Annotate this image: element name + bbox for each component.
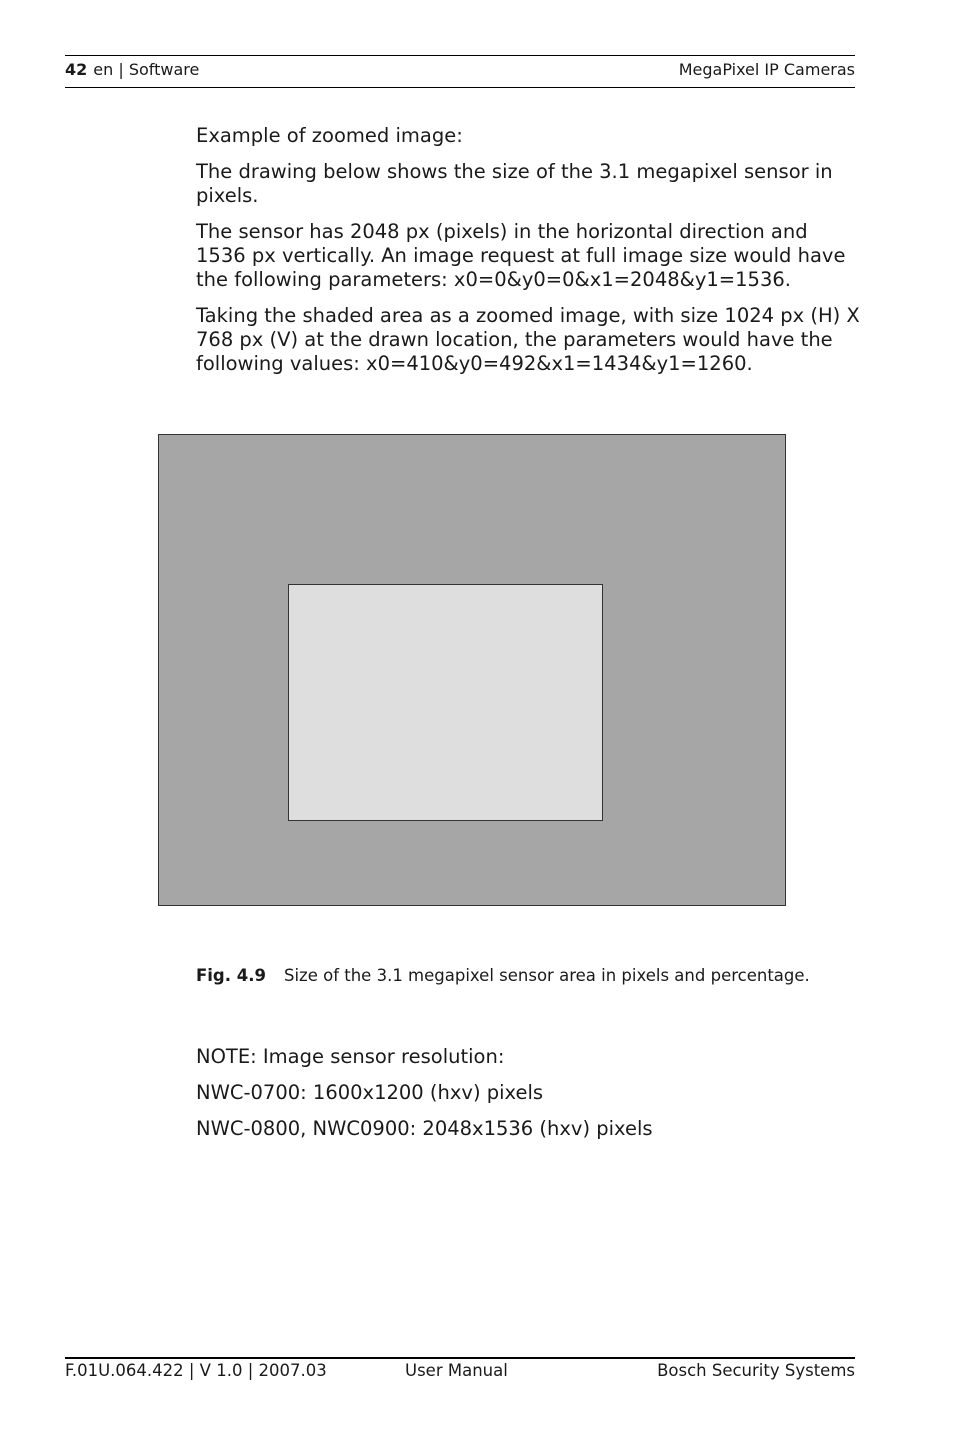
paragraph-sensor: The sensor has 2048 px (pixels) in the horizontal direction and 1536 px vertically. An image request at full image size would have the following parameters: x0=0&y0=0&x1=2048&y1=1536. (196, 220, 846, 291)
header-left (65, 60, 199, 80)
paragraph-intro: Example of zoomed image: (196, 124, 463, 147)
note-block (196, 1045, 653, 1153)
figure-caption-text: Size of the 3.1 megapixel sensor area in pixels and percentage. (283, 966, 810, 985)
figure-caption (196, 965, 810, 987)
header-product: MegaPixel IP Cameras (678, 60, 855, 79)
note-nwc0700: NWC-0700: 1600x1200 (hxv) pixels (196, 1081, 544, 1104)
paragraph-zoom: Taking the shaded area as a zoomed image, with size 1024 px (H) X 768 px (V) at the drawn location, the parameters would have the following values: x0=410&y0=492&x1=1434&y1=1260. (196, 304, 860, 375)
footer-doc-type: User Manual (405, 1361, 508, 1380)
sensor-area-diagram (158, 434, 786, 906)
footer-doc-id: F.01U.064.422 | V 1.0 | 2007.03 (65, 1361, 327, 1380)
note-nwc0800-0900: NWC-0800, NWC0900: 2048x1536 (hxv) pixels (196, 1117, 653, 1140)
page-number: 42 (65, 60, 88, 79)
note-title: NOTE: Image sensor resolution: (196, 1045, 505, 1068)
zoomed-area-rect (288, 584, 603, 821)
header-rule-bottom (65, 87, 855, 88)
paragraph-drawing: The drawing below shows the size of the 3.1 megapixel sensor in pixels. (196, 160, 833, 207)
header-rule-top (65, 55, 855, 56)
footer-rule (65, 1357, 855, 1359)
header-section: en | Software (93, 60, 200, 79)
figure-label: Fig. 4.9 (196, 966, 266, 985)
footer-company: Bosch Security Systems (657, 1361, 855, 1380)
body-text (196, 124, 861, 388)
